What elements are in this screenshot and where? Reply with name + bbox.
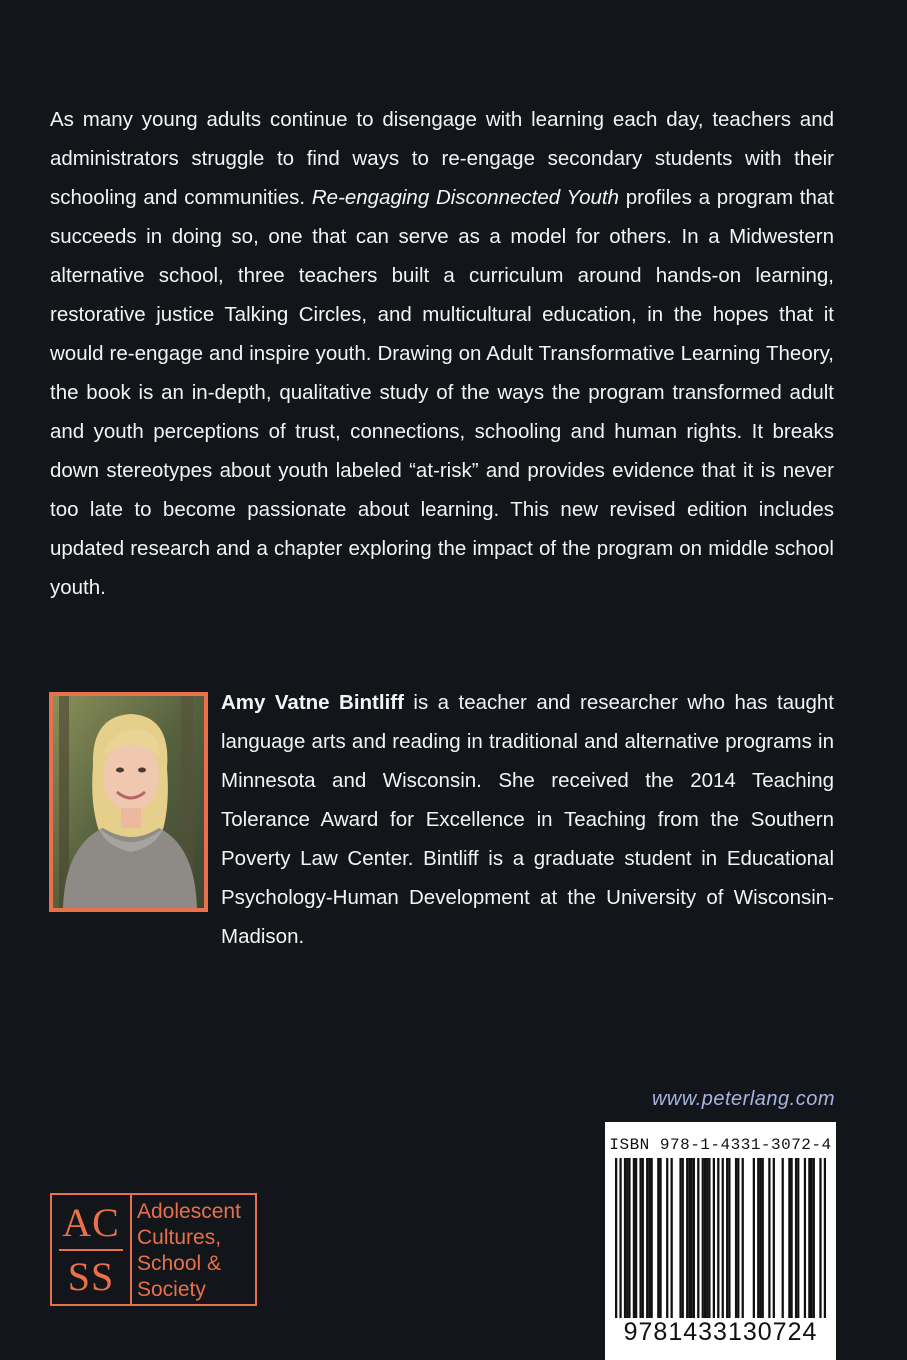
barcode-bar bbox=[773, 1158, 775, 1318]
barcode-bar bbox=[686, 1158, 688, 1318]
barcode-bars bbox=[615, 1158, 826, 1318]
author-portrait-image bbox=[53, 696, 204, 908]
barcode-bar bbox=[768, 1158, 770, 1318]
barcode-bar bbox=[819, 1158, 821, 1318]
series-line: Cultures, bbox=[137, 1226, 222, 1249]
barcode-bar bbox=[790, 1158, 792, 1318]
barcode-bar bbox=[717, 1158, 719, 1318]
logo-mark-top: AC bbox=[62, 1199, 120, 1245]
series-title bbox=[132, 1195, 241, 1304]
description-text-1: As many young adults continue to disengage with learning each day, teachers and administrators struggle to find ways to re-engage secondary students with their schooling and communities. bbox=[50, 108, 834, 209]
barcode-bar bbox=[679, 1158, 681, 1318]
barcode-bar bbox=[708, 1158, 710, 1318]
author-name: Amy Vatne Bintliff bbox=[221, 691, 404, 714]
barcode-bar bbox=[633, 1158, 635, 1318]
barcode-bar bbox=[704, 1158, 706, 1318]
barcode-bar bbox=[615, 1158, 617, 1318]
barcode-bar bbox=[742, 1158, 744, 1318]
barcode-bar bbox=[682, 1158, 684, 1318]
barcode-bar bbox=[635, 1158, 637, 1318]
barcode-bar bbox=[726, 1158, 728, 1318]
barcode-bar bbox=[624, 1158, 626, 1318]
logo-divider bbox=[59, 1249, 123, 1251]
series-line: Adolescent bbox=[137, 1200, 241, 1223]
series-line: Society bbox=[137, 1278, 206, 1301]
author-bio-text: is a teacher and researcher who has taught language arts and reading in traditional and alternative programs in Minnesota and Wisconsin. She received the 2014 Teaching Tolerance Award for Excellence in Teaching from the Southern Poverty Law Center. Bintliff is a graduate student in Educational Psychology-Human Development at the University of Wisconsin-Madison. bbox=[221, 691, 834, 948]
book-description bbox=[50, 100, 834, 607]
barcode-bar bbox=[706, 1158, 708, 1318]
author-bio bbox=[221, 683, 834, 956]
barcode-bar bbox=[737, 1158, 739, 1318]
isbn-label: ISBN 978-1-4331-3072-4 bbox=[609, 1136, 832, 1154]
barcode-bar bbox=[693, 1158, 695, 1318]
barcode-bar bbox=[659, 1158, 661, 1318]
barcode-bar bbox=[626, 1158, 628, 1318]
barcode-bar bbox=[813, 1158, 815, 1318]
barcode-bar bbox=[797, 1158, 799, 1318]
isbn-digits: 9781433130724 bbox=[623, 1318, 818, 1346]
barcode-bar bbox=[722, 1158, 724, 1318]
barcode-bar bbox=[753, 1158, 755, 1318]
publisher-url[interactable]: www.peterlang.com bbox=[651, 1088, 835, 1110]
barcode-bar bbox=[619, 1158, 621, 1318]
barcode-bar bbox=[688, 1158, 690, 1318]
book-title-italic: Re-engaging Disconnected Youth bbox=[311, 186, 619, 209]
barcode-bar bbox=[757, 1158, 759, 1318]
author-photo bbox=[49, 692, 208, 912]
barcode-bar bbox=[702, 1158, 704, 1318]
barcode-bar bbox=[671, 1158, 673, 1318]
barcode-bar bbox=[648, 1158, 650, 1318]
barcode-bar bbox=[666, 1158, 668, 1318]
barcode-bar bbox=[804, 1158, 806, 1318]
barcode-bar bbox=[657, 1158, 659, 1318]
barcode-bar bbox=[691, 1158, 693, 1318]
barcode-bar bbox=[651, 1158, 653, 1318]
barcode-bar bbox=[762, 1158, 764, 1318]
series-logo bbox=[50, 1193, 257, 1306]
barcode-bar bbox=[646, 1158, 648, 1318]
barcode-bar bbox=[728, 1158, 730, 1318]
description-text-2: profiles a program that succeeds in doing so, one that can serve as a model for others. In a Midwestern alternative school, three teachers built a curriculum around hands-on learning, restorative justice Talking Circles, and multicultural education, in the hopes that it would re-engage and inspire youth. Drawing on Adult Transformative Learning Theory, the book is an in-depth, qualitative study of the ways the program transformed adult and youth perceptions of trust, connections, schooling and human rights. It breaks down stereotypes about youth labeled “at-risk” and provides evidence that it is never too late to become passionate about learning. This new revised edition includes updated research and a chapter exploring the impact of the program on middle school youth. bbox=[50, 186, 834, 599]
barcode-bar bbox=[824, 1158, 826, 1318]
barcode-bar bbox=[735, 1158, 737, 1318]
barcode-bar bbox=[713, 1158, 715, 1318]
barcode-bar bbox=[808, 1158, 810, 1318]
barcode-bar bbox=[642, 1158, 644, 1318]
barcode-bar bbox=[795, 1158, 797, 1318]
barcode-bar bbox=[639, 1158, 641, 1318]
barcode-bar bbox=[759, 1158, 761, 1318]
isbn-barcode bbox=[605, 1122, 836, 1360]
barcode-bar bbox=[782, 1158, 784, 1318]
barcode-bar bbox=[810, 1158, 812, 1318]
series-line: School & bbox=[137, 1252, 222, 1275]
acss-logo-mark bbox=[52, 1195, 132, 1304]
barcode-bar bbox=[788, 1158, 790, 1318]
barcode-bar bbox=[697, 1158, 699, 1318]
logo-mark-bottom: SS bbox=[67, 1253, 115, 1299]
barcode-bar bbox=[628, 1158, 630, 1318]
